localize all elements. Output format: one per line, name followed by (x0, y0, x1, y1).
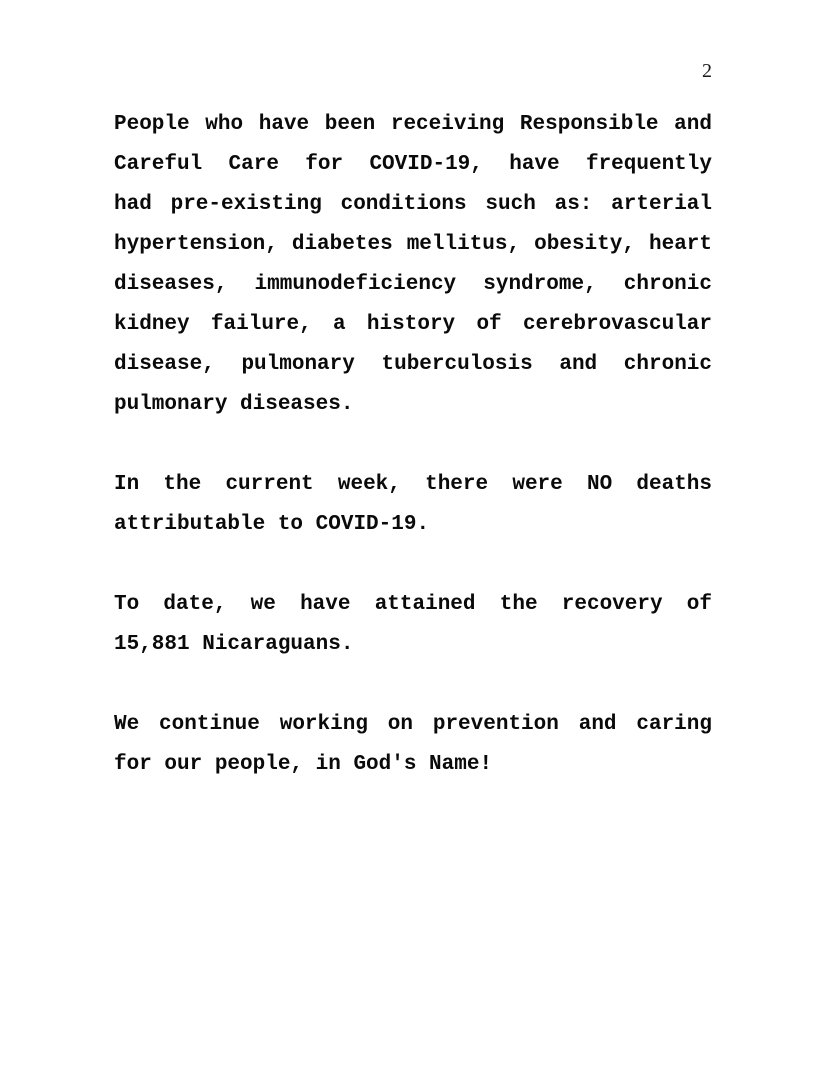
text-line: attributable to COVID-19. (114, 513, 430, 536)
text-line: for our people, in God's Name! (114, 753, 493, 776)
text-line: We continue working on prevention and caring (114, 713, 712, 736)
text-line: To date, we have attained the recovery of (114, 593, 712, 616)
text-line: 15,881 Nicaraguans. (114, 633, 354, 656)
paragraph (114, 705, 712, 785)
text-line: People who have been receiving Responsible and (114, 113, 712, 136)
text-line: In the current week, there were NO deaths (114, 473, 712, 496)
document-body (114, 105, 712, 825)
paragraph (114, 105, 712, 425)
text-line: hypertension, diabetes mellitus, obesity, heart (114, 233, 712, 256)
text-line: had pre-existing conditions such as: arterial (114, 193, 712, 216)
paragraph (114, 465, 712, 545)
text-line: disease, pulmonary tuberculosis and chronic (114, 353, 712, 376)
page-number: 2 (702, 60, 712, 82)
text-line: pulmonary diseases. (114, 393, 354, 416)
text-line: Careful Care for COVID-19, have frequently (114, 153, 712, 176)
paragraph (114, 585, 712, 665)
text-line: kidney failure, a history of cerebrovascular (114, 313, 712, 336)
text-line: diseases, immunodeficiency syndrome, chronic (114, 273, 712, 296)
